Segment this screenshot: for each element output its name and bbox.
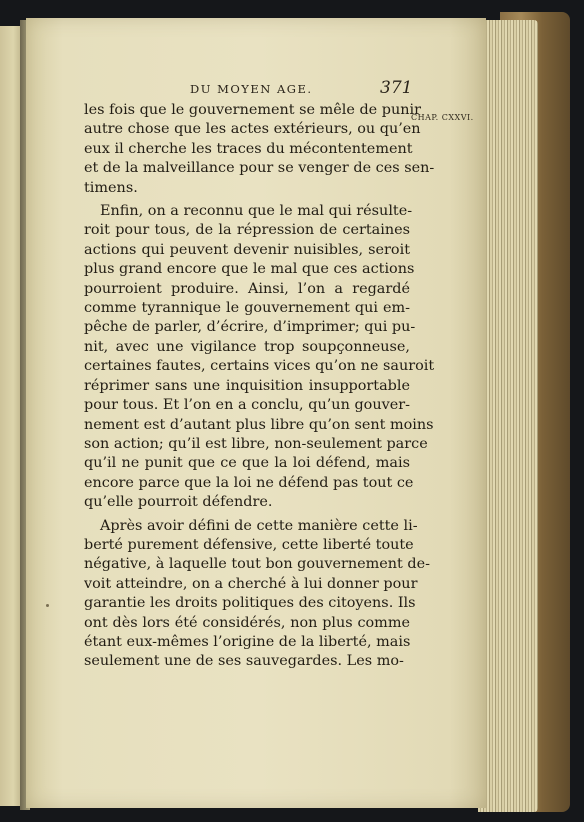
page-number: 371	[380, 78, 413, 98]
text-line: certaines fautes, certains vices qu’on ne sauroit	[84, 358, 435, 375]
text-line: plus grand encore que le mal que ces actions	[84, 261, 415, 278]
text-line: Après avoir défini de cette manière cette li-	[100, 517, 418, 534]
text-line: berté purement défensive, cette liberté toute	[84, 536, 414, 553]
body-text	[84, 101, 435, 672]
text-line: qu’il ne punit que ce que la loi défend, mais	[84, 455, 410, 472]
text-line: étant eux-mêmes l’origine de la liberté, mais	[84, 633, 411, 650]
running-head	[160, 80, 460, 102]
chapter-margin-note: CHAP. CXXVI.	[411, 113, 474, 122]
text-line: encore parce que la loi ne défend pas tout ce	[84, 474, 414, 491]
text-line: autre chose que les actes extérieurs, ou qu’en	[84, 121, 421, 138]
text-line: pourroient produire. Ainsi, l’on a regardé	[84, 280, 410, 297]
running-head-title: DU MOYEN AGE.	[190, 82, 313, 96]
text-line: les fois que le gouvernement se mêle de punir	[84, 102, 421, 118]
text-line: timens.	[84, 179, 138, 196]
text-line: garantie les droits politiques des citoyens. Ils	[84, 595, 416, 612]
text-line: nement est d’autant plus libre qu’on sent moins	[84, 416, 434, 433]
text-line: comme tyrannique le gouvernement qui em-	[84, 300, 410, 317]
text-line: voit atteindre, on a cherché à lui donner pour	[84, 575, 418, 592]
text-line: actions qui peuvent devenir nuisibles, seroit	[84, 241, 410, 258]
page-edges	[478, 20, 538, 812]
text-line: pêche de parler, d’écrire, d’imprimer; qui pu-	[84, 319, 416, 336]
text-line: réprimer sans une inquisition insupportable	[84, 377, 410, 394]
text-line: qu’elle pourroit défendre.	[84, 494, 273, 511]
paper-spot	[46, 604, 49, 607]
text-line: négative, à laquelle tout bon gouvernement de-	[84, 556, 431, 573]
text-line: nit, avec une vigilance trop soupçonneuse,	[84, 338, 410, 355]
text-line: ont dès lors été considérés, non plus comme	[84, 614, 410, 631]
paragraph	[84, 202, 435, 513]
text-line: roit pour tous, de la répression de certaines	[84, 222, 410, 239]
text-line: son action; qu’il est libre, non-seulement parce	[84, 435, 428, 452]
text-line: pour tous. Et l’on en a conclu, qu’un gouver-	[84, 397, 410, 414]
paragraph	[84, 517, 431, 672]
paragraph	[84, 101, 435, 198]
text-line: seulement une de ses sauvegardes. Les mo-	[84, 653, 404, 670]
text-line: et de la malveillance pour se venger de ces sen-	[84, 160, 435, 177]
text-line: Enfin, on a reconnu que le mal qui résulte-	[100, 203, 413, 220]
text-line: eux il cherche les traces du mécontentement	[84, 140, 413, 157]
